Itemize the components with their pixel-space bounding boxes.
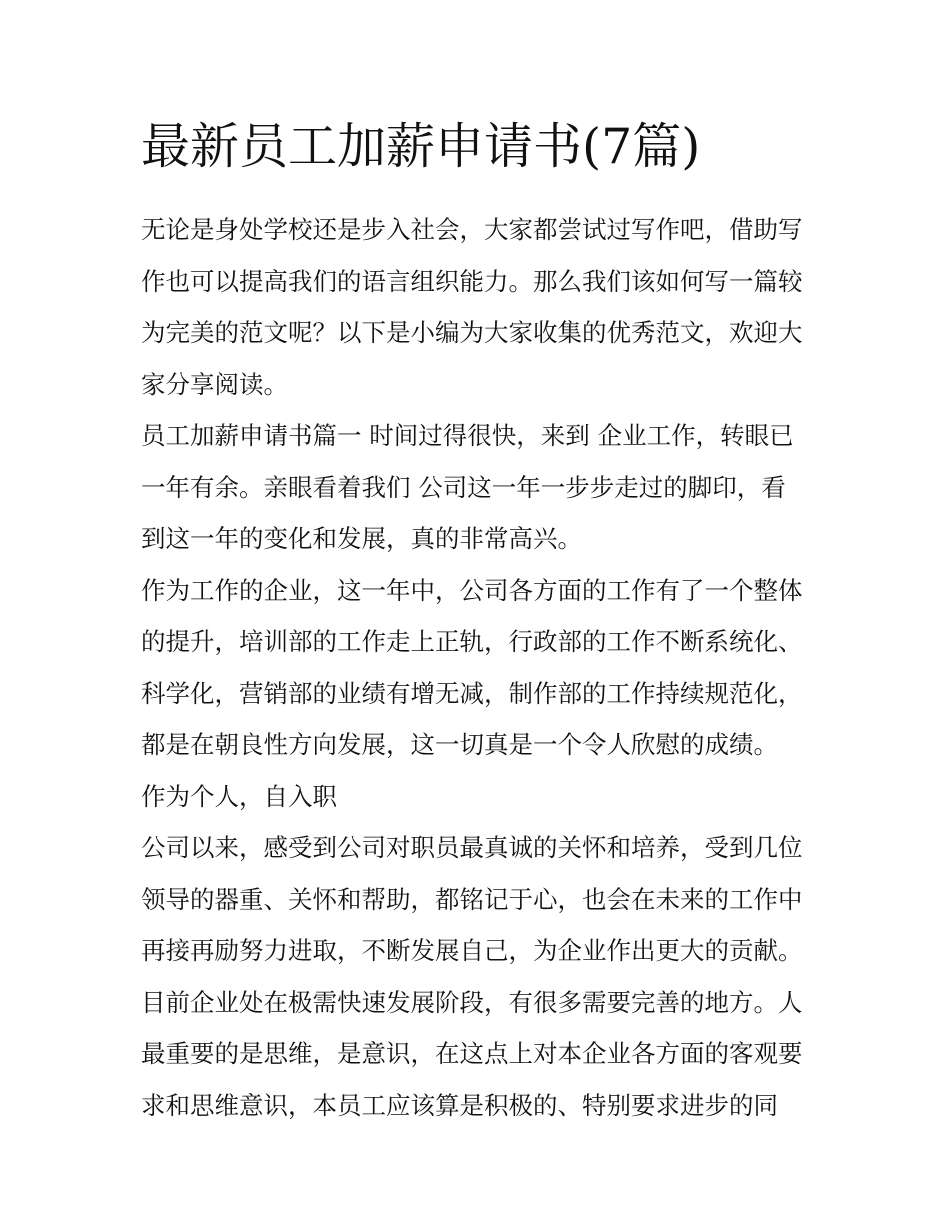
paragraph-gratitude bbox=[141, 822, 821, 1131]
document-page bbox=[141, 112, 821, 1131]
text-line: 家分享阅读。 bbox=[141, 369, 288, 399]
text-line: 公司以来，感受到公司对职员最真诚的关怀和培养，受到几位 bbox=[141, 833, 803, 862]
text-line: 领导的器重、关怀和帮助，都铭记于心，也会在未来的工作中 bbox=[141, 884, 803, 914]
text-line: 到这一年的变化和发展，真的非常高兴。 bbox=[141, 524, 582, 553]
text-line: 无论是身处学校还是步入社会，大家都尝试过写作吧，借助写 bbox=[141, 215, 803, 244]
text-line: 科学化，营销部的业绩有增无减，制作部的工作持续规范化， bbox=[141, 678, 803, 708]
text-line: 最重要的是思维，是意识，在这点上对本企业各方面的客观要 bbox=[141, 1039, 803, 1068]
text-line: 作也可以提高我们的语言组织能力。那么我们该如何写一篇较 bbox=[141, 266, 803, 296]
text-line: 再接再励努力进取，不断发展自己，为企业作出更大的贡献。 bbox=[141, 936, 803, 965]
text-line: 目前企业处在极需快速发展阶段，有很多需要完善的地方。人 bbox=[141, 987, 803, 1017]
text-line: 员工加薪申请书篇一 时间过得很快，来到 企业工作，转眼已 bbox=[141, 421, 794, 450]
text-line: 求和思维意识，本员工应该算是积极的、特别要求进步的同 bbox=[141, 1090, 778, 1120]
text-line: 的提升，培训部的工作走上正轨，行政部的工作不断系统化、 bbox=[141, 627, 803, 656]
text-line: 作为个人，自入职 bbox=[141, 781, 337, 811]
text-line: 一年有余。亲眼看着我们 公司这一年一步步走过的脚印，看 bbox=[141, 472, 786, 502]
paragraph-company-progress bbox=[141, 565, 821, 771]
paragraph-personal bbox=[141, 771, 821, 823]
document-title: 最新员工加薪申请书(7篇) bbox=[141, 118, 701, 175]
text-line: 都是在朝良性方向发展，这一切真是一个令人欣慰的成绩。 bbox=[141, 730, 778, 759]
paragraph-section-one bbox=[141, 410, 821, 565]
text-line: 为完美的范文呢？以下是小编为大家收集的优秀范文，欢迎大 bbox=[141, 318, 803, 347]
paragraph-intro bbox=[141, 204, 821, 410]
text-line: 作为工作的企业，这一年中，公司各方面的工作有了一个整体 bbox=[141, 575, 803, 605]
